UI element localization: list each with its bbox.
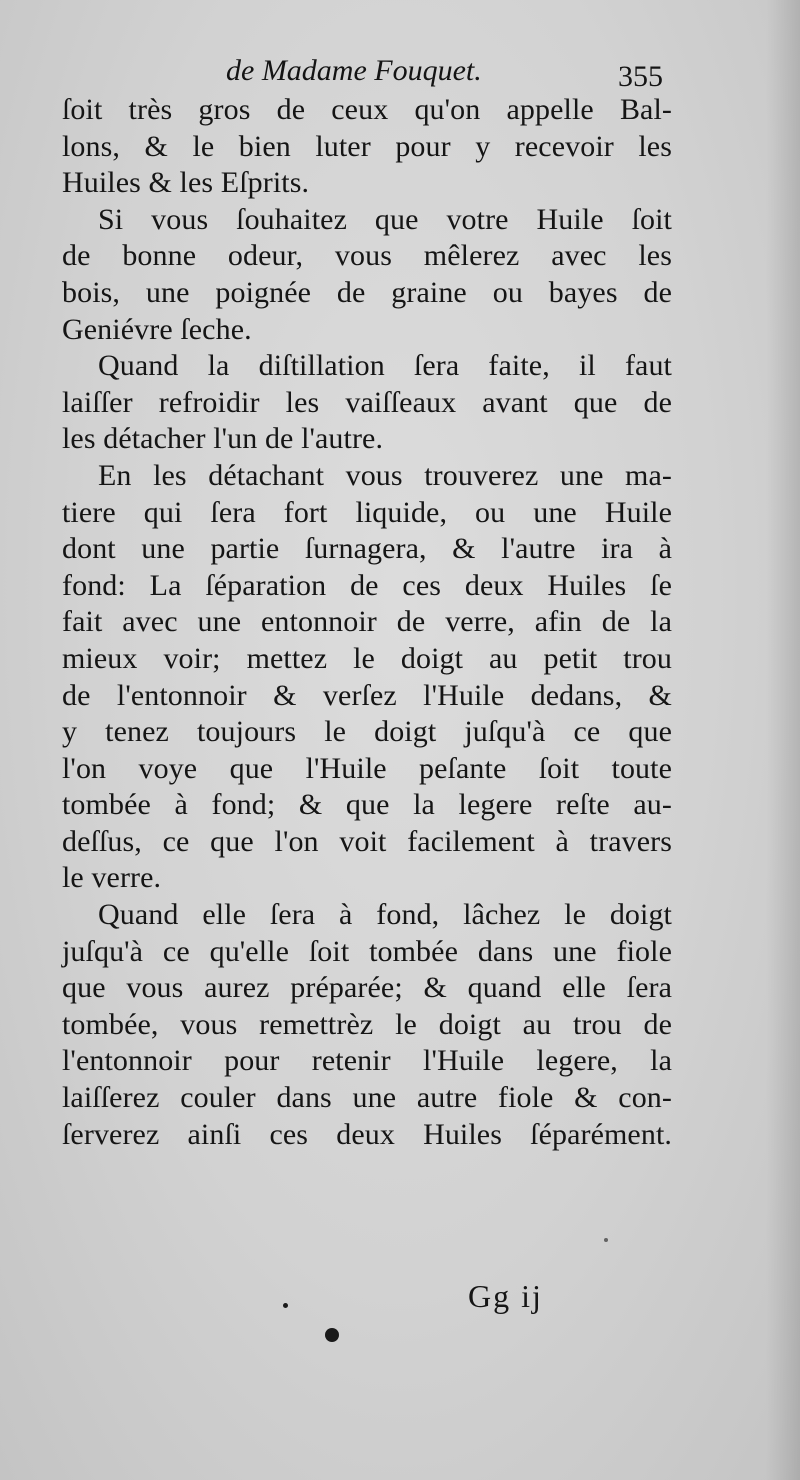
- text-line: dont une partie ſurnagera, & l'autre ira à: [62, 532, 672, 566]
- text-line: Geniévre ſeche.: [62, 312, 252, 346]
- page-edge-shadow: [766, 0, 800, 1480]
- body-text: [62, 92, 672, 1153]
- signature-mark: Gg ij: [468, 1278, 543, 1314]
- text-line: le verre.: [62, 861, 162, 895]
- text-line: tombée à fond; & que la legere reſte au-: [62, 788, 672, 822]
- text-line: ſoit très gros de ceux qu'on appelle Bal-: [62, 93, 672, 126]
- text-line: tombée, vous remettrèz le doigt au trou de: [62, 1007, 672, 1041]
- text-line: l'on voye que l'Huile peſante ſoit toute: [62, 751, 672, 785]
- text-line: de l'entonnoir & verſez l'Huile dedans, &: [62, 678, 672, 712]
- text-line: En les détachant vous trouverez une ma-: [98, 458, 672, 492]
- text-line: tiere qui ſera fort liquide, ou une Huile: [62, 495, 672, 529]
- text-line: bois, une poignée de graine ou bayes de: [62, 275, 672, 309]
- text-line: de bonne odeur, vous mêlerez avec les: [62, 239, 672, 273]
- text-line: laiſſerez couler dans une autre fiole & con-: [62, 1081, 672, 1115]
- text-line: que vous aurez préparée; & quand elle ſera: [62, 971, 672, 1005]
- text-line: lons, & le bien luter pour y recevoir les: [62, 129, 672, 163]
- text-line: Huiles & les Eſprits.: [62, 166, 310, 200]
- text-line: mieux voir; mettez le doigt au petit trou: [62, 641, 672, 675]
- text-line: fait avec une entonnoir de verre, afin de la: [62, 605, 672, 639]
- text-line: l'entonnoir pour retenir l'Huile legere, la: [62, 1044, 672, 1078]
- text-line: ſerverez ainſi ces deux Huiles ſéparément.: [62, 1117, 672, 1151]
- text-line: fond: La ſéparation de ces deux Huiles ſe: [62, 568, 672, 602]
- running-head: de Madame Fouquet.: [226, 54, 482, 87]
- page-number: 355: [618, 60, 663, 93]
- text-line: deſſus, ce que l'on voit facilement à travers: [62, 824, 672, 858]
- text-line: juſqu'à ce qu'elle ſoit tombée dans une fiole: [62, 934, 672, 968]
- text-line: Si vous ſouhaitez que votre Huile ſoit: [98, 202, 672, 236]
- text-line: les détacher l'un de l'autre.: [62, 422, 384, 456]
- text-line: y tenez toujours le doigt juſqu'à ce que: [62, 715, 672, 749]
- ink-speck: [604, 1238, 608, 1242]
- text-line: Quand la diſtillation ſera faite, il faut: [98, 349, 672, 383]
- text-line: laiſſer refroidir les vaiſſeaux avant que de: [62, 385, 672, 419]
- text-line: Quand elle ſera à fond, lâchez le doigt: [98, 898, 672, 932]
- ink-speck: [325, 1328, 339, 1342]
- ink-speck: [283, 1303, 288, 1308]
- page-header: [0, 52, 800, 96]
